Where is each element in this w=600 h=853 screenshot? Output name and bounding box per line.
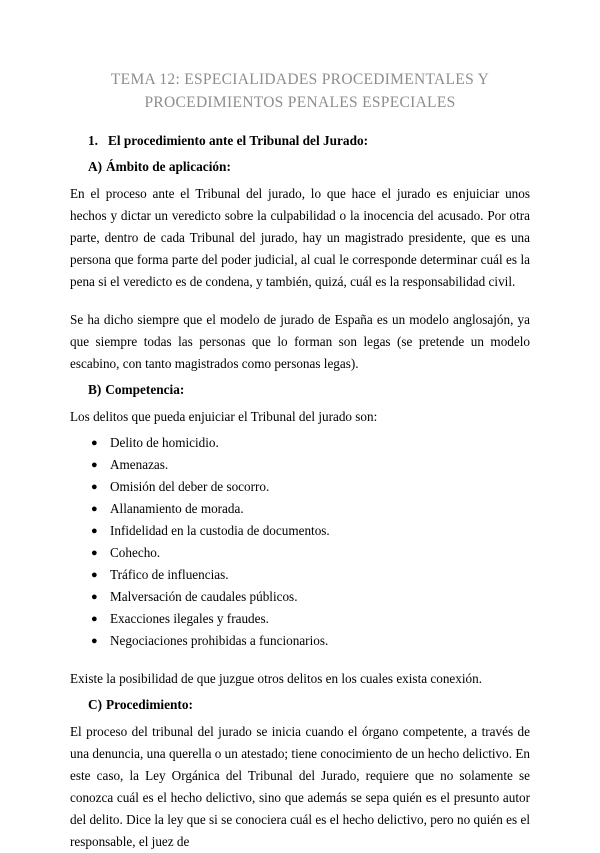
page-title-line-2: PROCEDIMIENTOS PENALES ESPECIALES (144, 94, 456, 111)
subsection-c-heading (70, 694, 530, 716)
list-item (70, 586, 530, 608)
bullet-icon: ● (91, 481, 98, 493)
subsection-b-heading (70, 379, 530, 401)
subsection-c-heading-text: Procedimiento: (106, 697, 193, 712)
list-item (70, 498, 530, 520)
list-item-label: Malversación de caudales públicos. (110, 589, 298, 604)
list-item (70, 608, 530, 630)
subsection-c-paragraph-1: El proceso del tribunal del jurado se inicia cuando el órgano competente, a través de una denuncia, una querella o un atestado; tiene conocimiento de un hecho delictivo. En este caso, la Ley Orgánica del Tribunal del Jurado, requiere que no solamente se conozca cuál es el hecho delictivo, sino que además se sepa quién es el presunto autor del delito. Dice la ley que si se conociera cuál es el hecho delictivo, pero no quién es el responsable, el juez de (70, 724, 530, 849)
bullet-icon: ● (91, 437, 98, 449)
list-item-label: Omisión del deber de socorro. (110, 479, 270, 494)
list-item (70, 542, 530, 564)
list-item-label: Negociaciones prohibidas a funcionarios. (110, 633, 329, 648)
subsection-c-letter: C) (88, 697, 103, 712)
subsection-a-paragraph-2: Se ha dicho siempre que el modelo de jurado de España es un modelo anglosajón, ya que siempre todas las personas que lo forman son legas (se pretende un modelo escabino, con tanto magistrados como personas legas). (70, 312, 530, 371)
subsection-a-paragraph-1: En el proceso ante el Tribunal del jurado, lo que hace el jurado es enjuiciar unos hechos y dictar un veredicto sobre la culpabilidad o la inocencia del acusado. Por otra parte, dentro de cada Tribunal del jurado, hay un magistrado presidente, que es una persona que forma parte del poder judicial, al cual le corresponde determinar cuál es la pena si el veredicto es de condena, y también, quizá, cuál es la responsabilidad civil. (70, 186, 530, 289)
bullet-icon: ● (91, 547, 98, 559)
list-item (70, 520, 530, 542)
list-item (70, 454, 530, 476)
subsection-a-heading (70, 156, 530, 178)
bullet-icon: ● (91, 613, 98, 625)
subsection-a-heading-text: Ámbito de aplicación: (106, 159, 231, 174)
list-item (70, 630, 530, 652)
page-title (70, 0, 530, 114)
section-1-heading (70, 130, 530, 152)
bullet-icon: ● (91, 591, 98, 603)
list-item-label: Allanamiento de morada. (110, 501, 244, 516)
section-1-number: 1. (88, 133, 98, 148)
list-item (70, 476, 530, 498)
delitos-list (70, 432, 530, 652)
document-content (70, 0, 530, 853)
list-item-label: Amenazas. (110, 457, 169, 472)
bullet-icon: ● (91, 503, 98, 515)
list-item-label: Tráfico de influencias. (110, 567, 229, 582)
bullet-icon: ● (91, 525, 98, 537)
subsection-a-letter: A) (88, 159, 103, 174)
list-item (70, 432, 530, 454)
section-1-heading-text: El procedimiento ante el Tribunal del Jurado: (108, 133, 369, 148)
list-item-label: Infidelidad en la custodia de documentos. (110, 523, 330, 538)
subsection-b-closing: Existe la posibilidad de que juzgue otros delitos en los cuales exista conexión. (70, 671, 483, 686)
bullet-icon: ● (91, 459, 98, 471)
subsection-b-letter: B) (88, 382, 102, 397)
list-item-label: Exacciones ilegales y fraudes. (110, 611, 269, 626)
bullet-icon: ● (91, 569, 98, 581)
subsection-b-heading-text: Competencia: (105, 382, 185, 397)
list-item (70, 564, 530, 586)
subsection-b-intro: Los delitos que pueda enjuiciar el Tribunal del jurado son: (70, 409, 378, 424)
bullet-icon: ● (91, 635, 98, 647)
list-item-label: Delito de homicidio. (110, 435, 219, 450)
list-item-label: Cohecho. (110, 545, 161, 560)
page-title-line-1: TEMA 12: ESPECIALIDADES PROCEDIMENTALES Y (110, 71, 490, 88)
